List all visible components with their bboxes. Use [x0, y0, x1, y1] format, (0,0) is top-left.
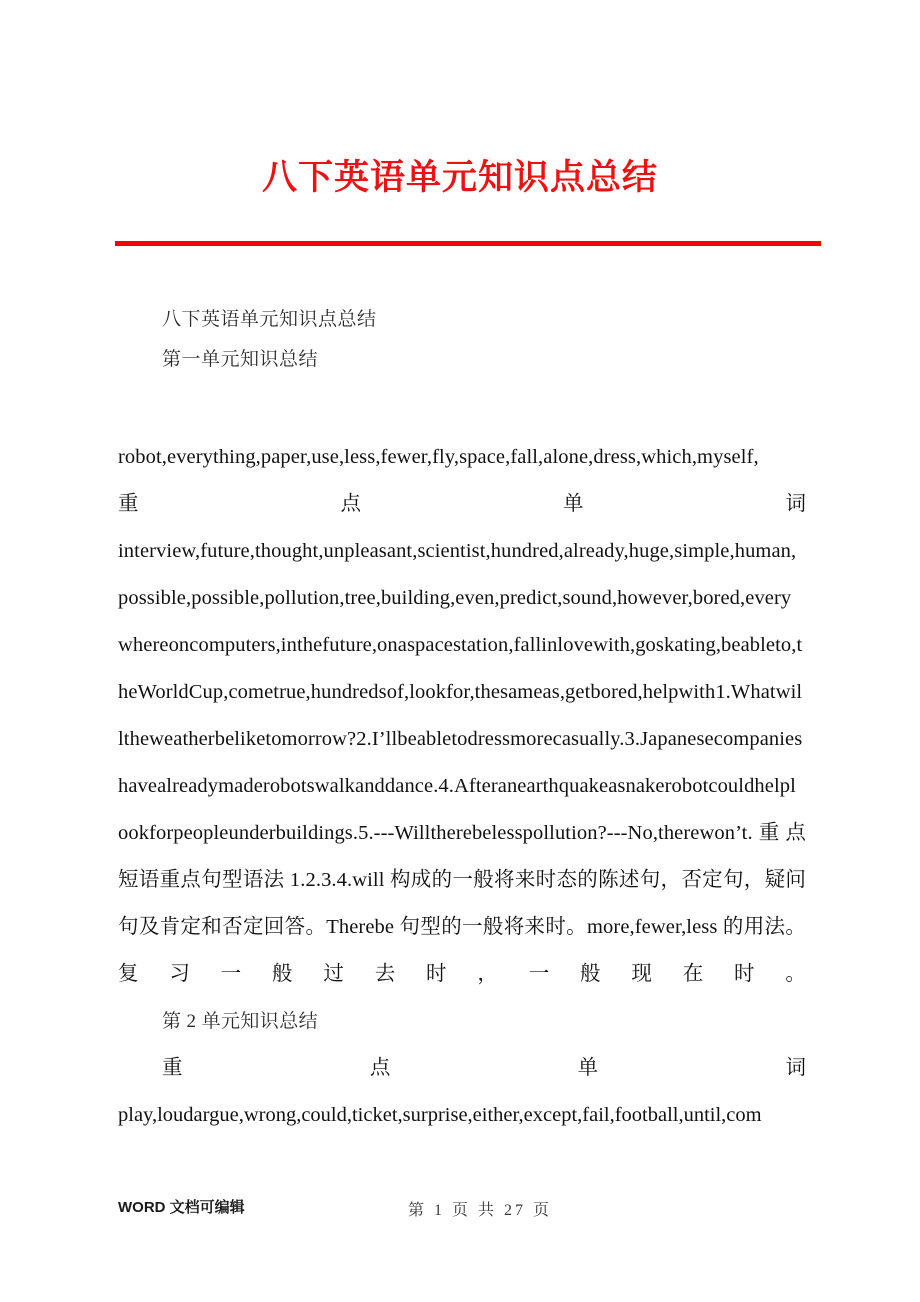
label-key-words-2-char-3: 词	[785, 1057, 806, 1079]
body-heading-repeat-title: 八下英语单元知识点总结	[162, 309, 377, 330]
keyword-list-line: robot,everything,paper,use,less,fewer,fly,space,fall,alone,dress,which,myself,	[118, 446, 759, 468]
body-heading-unit-two: 第 2 单元知识总结	[162, 1011, 319, 1032]
unit-two-keyword-line: play,loudargue,wrong,could,ticket,surprise,either,except,fail,football,until,com	[118, 1104, 762, 1126]
page-footer	[0, 1196, 920, 1230]
label-key-words-2-char-2: 单	[577, 1057, 599, 1079]
label-key-words-2-char-1: 点	[369, 1057, 391, 1079]
title-divider	[115, 241, 821, 246]
document-body	[118, 300, 806, 1139]
page-title: 八下英语单元知识点总结	[261, 158, 658, 197]
footer-page-indicator: 第 1 页 共 27 页	[408, 1202, 553, 1219]
footer-watermark: WORD 文档可编辑	[118, 1199, 245, 1216]
body-spacer	[118, 380, 806, 434]
label-key-words-2-char-0: 重	[162, 1057, 183, 1079]
label-key-words-2	[118, 1045, 806, 1092]
label-key-words-1	[118, 481, 806, 528]
label-key-words-1-char-3: 词	[785, 493, 806, 515]
label-key-words-1-char-2: 单	[563, 493, 584, 515]
unit-one-content-block: interview,future,thought,unpleasant,scientist,hundred,already,huge,simple,human,possible,possible,pollution,tree,building,even,predict,sound,however,bored,everywhereoncomputers,inthefuture,onaspacestation,fallinlovewith,goskating,beableto,theWorldCup,cometrue,hundredsof,lookfor,thesameas,getbored,helpwith1.Whatwilltheweatherbeliketomorrow?2.I’llbeabletodressmorecasually.3.Japanesecompanieshavealreadymaderobotswalkanddance.4.Afteranearthquakeasnakerobotcouldhelplookforpeopleunderbuildings.5.---Willtherebelesspollution?---No,therewon’t.重点短语重点句型语法 1.2.3.4.will 构成的一般将来时态的陈述句，否定句，疑问句及肯定和否定回答。Therebe 句型的一般将来时。more,fewer,less 的用法。复习一般过去时，一般现在时。	[118, 540, 806, 985]
label-key-words-1-char-0: 重	[118, 493, 139, 515]
label-key-words-1-char-1: 点	[340, 493, 361, 515]
body-heading-unit-one: 第一单元知识总结	[162, 349, 319, 370]
